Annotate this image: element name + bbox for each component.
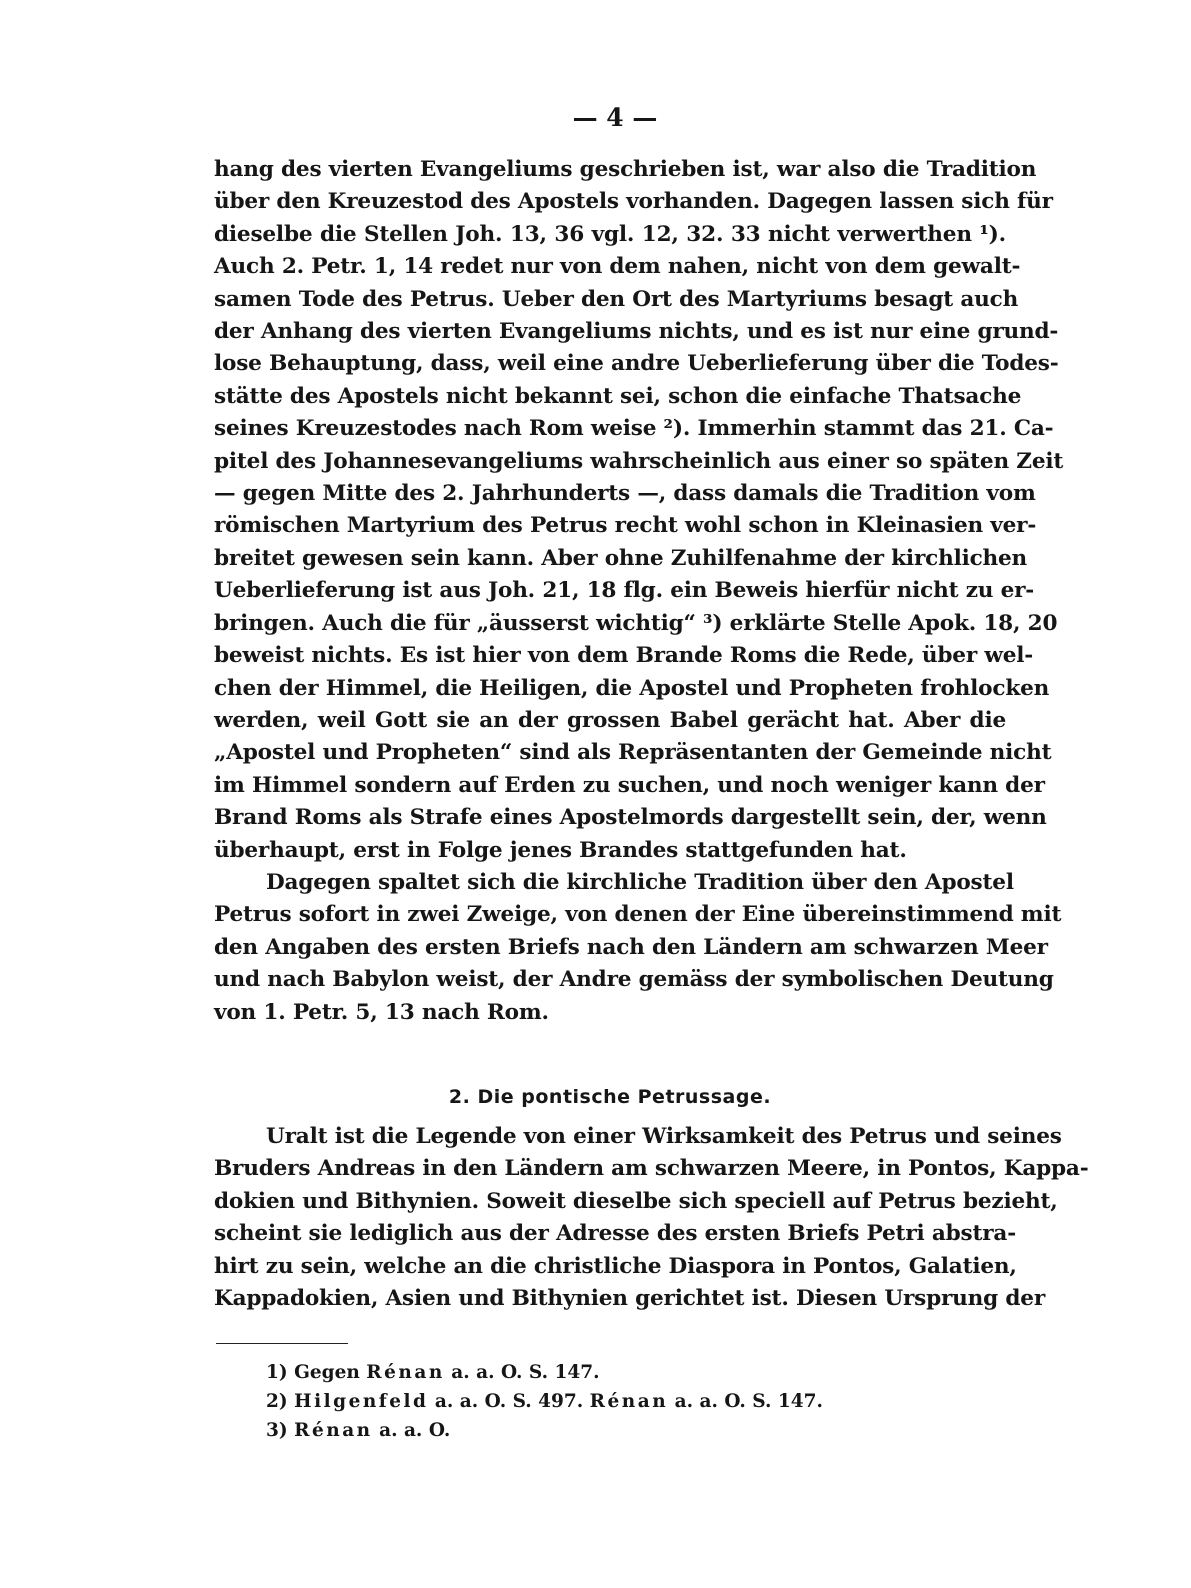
text-line: römischen Martyrium des Petrus recht wohl schon in Kleinasien ver- <box>214 513 1037 539</box>
footnote-2 <box>266 1387 1006 1416</box>
text-line: Dagegen spaltet sich die kirchliche Tradition über den Apostel <box>266 869 1014 895</box>
text-line: — gegen Mitte des 2. Jahrhunderts —, dass damals die Tradition vom <box>214 481 1036 507</box>
text-line: und nach Babylon weist, der Andre gemäss der symbolischen Deutung <box>214 967 1054 993</box>
document-page <box>214 98 1089 1445</box>
text-line: chen der Himmel, die Heiligen, die Apostel und Propheten frohlocken <box>214 675 1050 701</box>
text-line: Bruders Andreas in den Ländern am schwarzen Meere, in Pontos, Kappa- <box>214 1156 1089 1182</box>
text-line: stätte des Apostels nicht bekannt sei, schon die einfache Thatsache <box>214 383 1022 409</box>
text-line: Auch 2. Petr. 1, 14 redet nur von dem nahen, nicht von dem gewalt- <box>214 254 1021 280</box>
text-line: „Apostel und Propheten“ sind als Repräsentanten der Gemeinde nicht <box>214 740 1052 766</box>
text-line: Brand Roms als Strafe eines Apostelmords dargestellt sein, der, wenn <box>214 805 1047 831</box>
footnote-author-2: Rénan <box>589 1391 669 1413</box>
footnote-marker: 2) <box>266 1391 288 1413</box>
page-number: — 4 — <box>572 103 658 132</box>
paragraph-3 <box>214 1121 1089 1315</box>
footnote-reference-2: a. a. O. S. 147. <box>668 1391 823 1413</box>
footnote-reference: a. a. O. S. 147. <box>444 1362 600 1384</box>
text-line: über den Kreuzestod des Apostels vorhanden. Dagegen lassen sich für <box>214 189 1053 215</box>
footnote-author: Rénan <box>366 1362 445 1384</box>
footnote-reference: a. a. O. <box>372 1420 451 1442</box>
text-line: bringen. Auch die für „äusserst wichtig“ ³) erklärte Stelle Apok. 18, 20 <box>214 610 1058 636</box>
text-line: überhaupt, erst in Folge jenes Brandes stattgefunden hat. <box>214 837 907 863</box>
text-line: lose Behauptung, dass, weil eine andre Ueberlieferung über die Todes- <box>214 351 1059 377</box>
text-line: hang des vierten Evangeliums geschrieben ist, war also die Tradition <box>214 157 1037 182</box>
text-line: werden, weil Gott sie an der grossen Babel gerächt hat. Aber die <box>214 707 1006 733</box>
text-line: beweist nichts. Es ist hier von dem Brande Roms die Rede, über wel- <box>214 643 1034 669</box>
footnote-1 <box>266 1358 1006 1387</box>
paragraph-2 <box>214 867 1062 1029</box>
text-line: Kappadokien, Asien und Bithynien gerichtet ist. Diesen Ursprung der <box>214 1286 1046 1311</box>
footnote-3 <box>266 1416 1006 1445</box>
text-line: Petrus sofort in zwei Zweige, von denen der Eine übereinstimmend mit <box>214 902 1062 928</box>
text-line: pitel des Johannesevangeliums wahrscheinlich aus einer so späten Zeit <box>214 448 1064 474</box>
footnote-marker: 1) <box>266 1362 288 1384</box>
footnote-author: Rénan <box>294 1420 373 1442</box>
text-line: scheint sie lediglich aus der Adresse des ersten Briefs Petri abstra- <box>214 1221 1016 1247</box>
text-line: dieselbe die Stellen Joh. 13, 36 vgl. 12, 32. 33 nicht verwerthen ¹). <box>214 221 1006 247</box>
footnote-author: Hilgenfeld <box>294 1391 429 1413</box>
footnote-marker: 3) <box>266 1420 288 1442</box>
footnotes <box>214 1358 1006 1445</box>
paragraph-1 <box>214 154 1064 867</box>
text-line: seines Kreuzestodes nach Rom weise ²). Immerhin stammt das 21. Ca- <box>214 416 1054 442</box>
footnote-reference: a. a. O. S. 497. <box>428 1391 590 1413</box>
footnote-divider <box>216 1343 348 1344</box>
text-line: samen Tode des Petrus. Ueber den Ort des Martyriums besagt auch <box>214 286 1019 312</box>
text-line: von 1. Petr. 5, 13 nach Rom. <box>214 999 549 1025</box>
text-line: der Anhang des vierten Evangeliums nichts, und es ist nur eine grund- <box>214 319 1059 345</box>
section-heading: 2. Die pontische Petrussage. <box>448 1085 772 1108</box>
text-line: breitet gewesen sein kann. Aber ohne Zuhilfenahme der kirchlichen <box>214 545 1028 571</box>
text-line: den Angaben des ersten Briefs nach den Ländern am schwarzen Meer <box>214 934 1048 960</box>
text-line: hirt zu sein, welche an die christliche Diaspora in Pontos, Galatien, <box>214 1253 1017 1279</box>
text-line: Ueberlieferung ist aus Joh. 21, 18 flg. ein Beweis hierfür nicht zu er- <box>214 578 1035 604</box>
text-line: im Himmel sondern auf Erden zu suchen, und noch weniger kann der <box>214 772 1045 798</box>
footnote-text: Gegen <box>294 1362 367 1384</box>
text-line: Uralt ist die Legende von einer Wirksamkeit des Petrus und seines <box>266 1123 1062 1149</box>
text-line: dokien und Bithynien. Soweit dieselbe sich speciell auf Petrus bezieht, <box>214 1188 1058 1214</box>
